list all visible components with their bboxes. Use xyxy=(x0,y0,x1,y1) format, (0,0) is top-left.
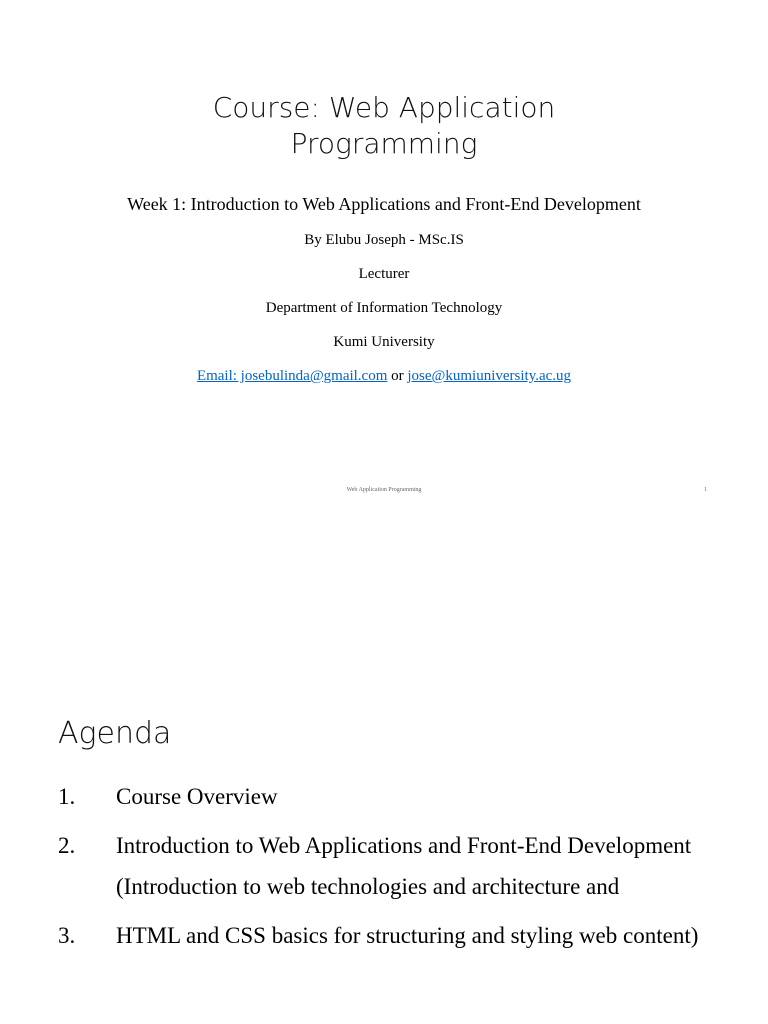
agenda-item-text: Introduction to Web Applications and Front-End Development (Introduction to web technologies and architecture and xyxy=(116,833,692,899)
agenda-item-number: 2. xyxy=(58,833,76,858)
agenda-item-number: 1. xyxy=(58,784,76,809)
agenda-item-text: Course Overview xyxy=(116,784,278,809)
email-link-primary[interactable]: Email: josebulinda@gmail.com xyxy=(196,368,388,384)
week-subtitle: Week 1: Introduction to Web Applications and Front-End Development xyxy=(127,194,641,214)
slide-2 xyxy=(0,512,768,1024)
email-link-secondary[interactable]: jose@kumiuniversity.ac.ug xyxy=(407,368,572,384)
agenda-item-text: HTML and CSS basics for structuring and styling web content) xyxy=(116,923,699,948)
course-title xyxy=(0,90,768,162)
department-line: Department of Information Technology xyxy=(265,300,503,316)
email-joiner: or xyxy=(387,368,408,384)
course-title-line-1: Course: Web Application xyxy=(212,91,556,124)
slide-footer: Web Application Programming xyxy=(346,487,422,493)
agenda-item xyxy=(58,776,708,817)
agenda-item-number: 3. xyxy=(58,923,76,948)
agenda-item xyxy=(58,825,708,907)
course-title-line-2: Programming xyxy=(290,127,478,160)
agenda-item xyxy=(58,915,708,956)
role-line: Lecturer xyxy=(358,266,410,282)
university-line: Kumi University xyxy=(333,334,435,350)
agenda-title: Agenda xyxy=(58,716,172,751)
author-line: By Elubu Joseph - MSc.IS xyxy=(304,232,464,248)
slide-number: 1 xyxy=(704,487,707,493)
email-line xyxy=(0,368,768,385)
agenda-list xyxy=(58,776,708,964)
